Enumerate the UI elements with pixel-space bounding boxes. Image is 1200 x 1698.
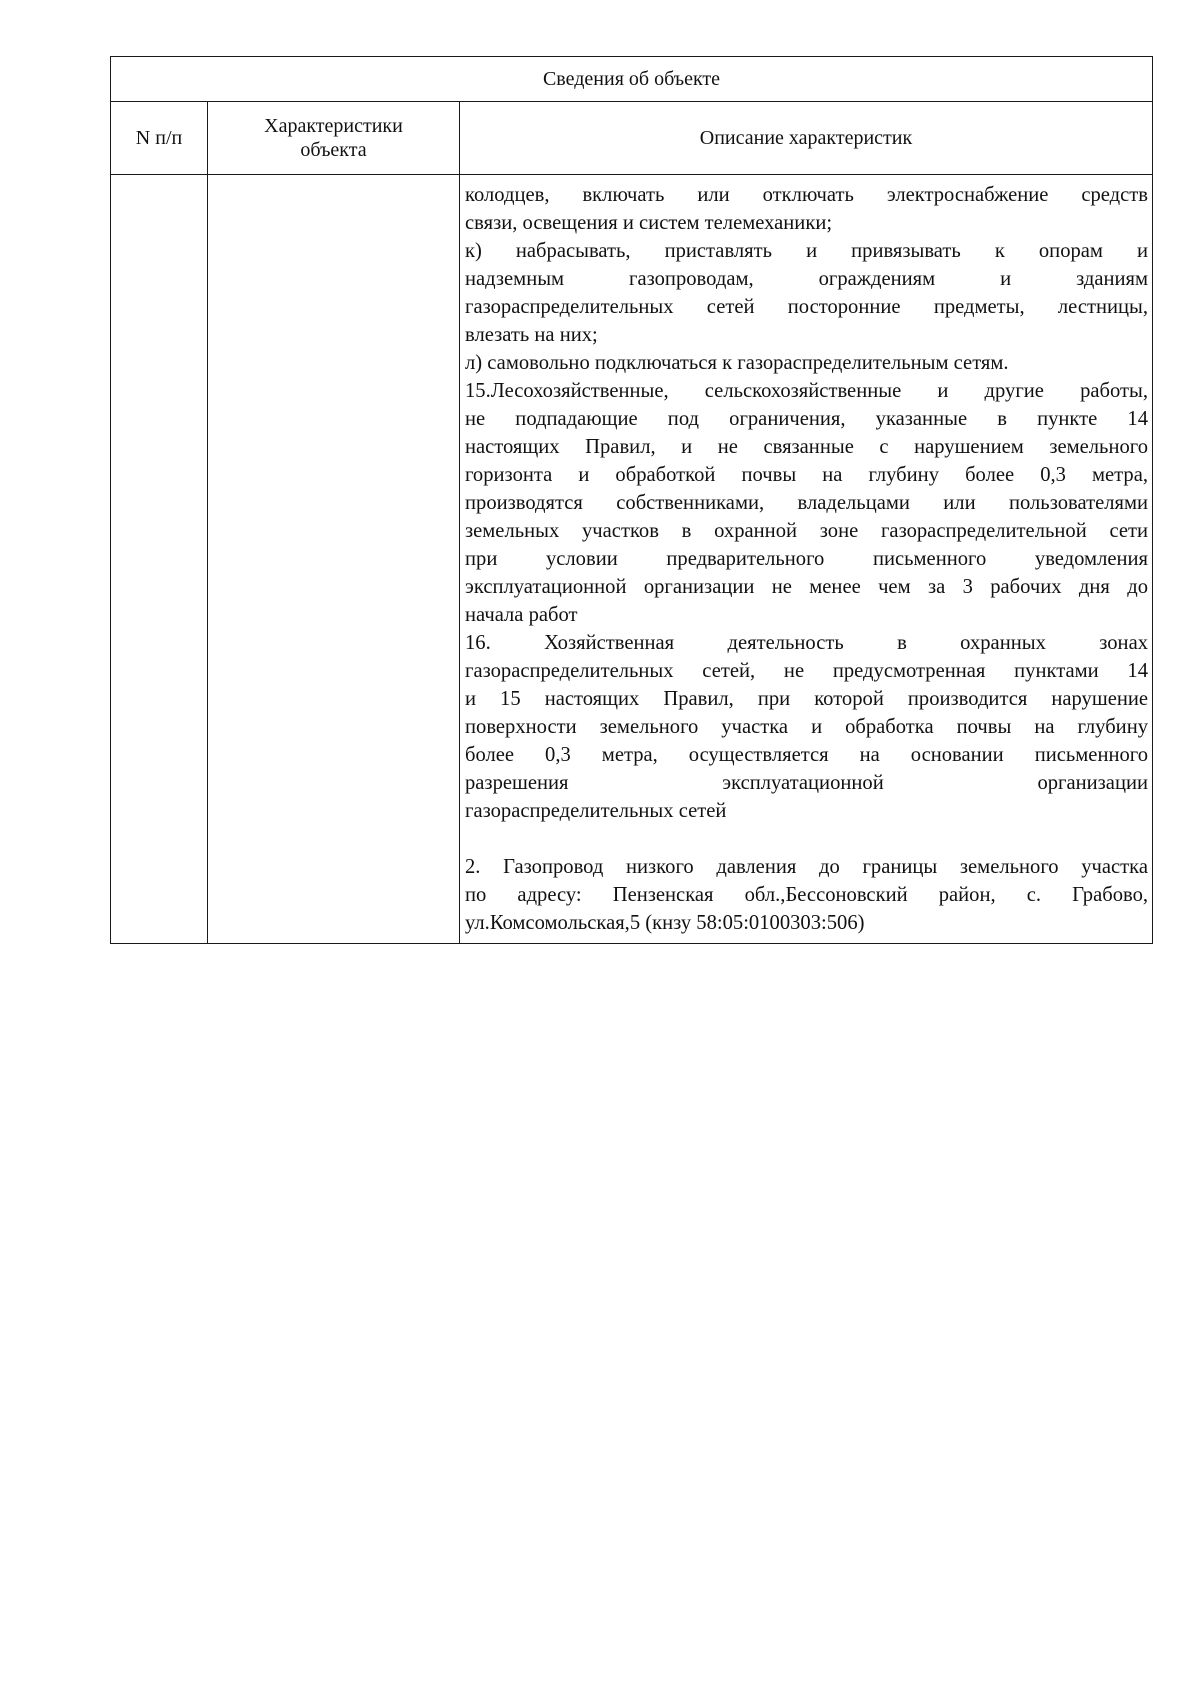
- description-line: газораспределительных сетей посторонние предметы, лестницы,: [465, 296, 1149, 318]
- description-line: не подпадающие под ограничения, указанные в пункте 14: [465, 408, 1149, 430]
- description-line: более 0,3 метра, осуществляется на основании письменного: [465, 744, 1149, 766]
- description-line: при условии предварительного письменного уведомления: [465, 548, 1149, 570]
- description-line: 15.Лесохозяйственные, сельскохозяйственные и другие работы,: [465, 380, 1149, 402]
- header-num: N п/п: [111, 102, 208, 175]
- description-line: разрешения эксплуатационной организации: [465, 772, 1149, 794]
- description-line: поверхности земельного участка и обработка почвы на глубину: [465, 716, 1149, 738]
- description-line: связи, освещения и систем телемеханики;: [465, 212, 833, 234]
- row-characteristics-cell: [208, 175, 460, 944]
- description-line: колодцев, включать или отключать электроснабжение средств: [465, 184, 1149, 206]
- table-title: Сведения об объекте: [111, 57, 1153, 102]
- description-line: газораспределительных сетей, не предусмотренная пунктами 14: [465, 660, 1149, 682]
- object-info-table: [110, 56, 1153, 944]
- description-line: 2. Газопровод низкого давления до границы земельного участка: [465, 856, 1149, 878]
- header-characteristics-text: Характеристики объекта: [264, 115, 403, 161]
- description-line: горизонта и обработкой почвы на глубину более 0,3 метра,: [465, 464, 1149, 486]
- description-line: 16. Хозяйственная деятельность в охранных зонах: [465, 632, 1149, 654]
- description-line: эксплуатационной организации не менее чем за 3 рабочих дня до: [465, 576, 1149, 598]
- description-line: и 15 настоящих Правил, при которой производится нарушение: [465, 688, 1149, 710]
- description-line: производятся собственниками, владельцами или пользователями: [465, 492, 1149, 514]
- description-line: газораспределительных сетей: [465, 800, 727, 822]
- description-line: настоящих Правил, и не связанные с нарушением земельного: [465, 436, 1149, 458]
- description-line: ул.Комсомольская,5 (кнзу 58:05:0100303:506): [465, 912, 865, 934]
- description-line: по адресу: Пензенская обл.,Бессоновский район, с. Грабово,: [465, 884, 1149, 906]
- table-row: [111, 175, 1153, 944]
- table-title-row: [111, 57, 1153, 102]
- description-line: земельных участков в охранной зоне газораспределительной сети: [465, 520, 1149, 542]
- header-characteristics: [208, 102, 460, 175]
- description-line: начала работ: [465, 604, 578, 626]
- description-line: к) набрасывать, приставлять и привязывать к опорам и: [465, 240, 1149, 262]
- description-line: л) самовольно подключаться к газораспределительным сетям.: [465, 352, 1009, 374]
- description-line: влезать на них;: [465, 324, 598, 346]
- header-description: Описание характеристик: [460, 102, 1153, 175]
- row-num-cell: [111, 175, 208, 944]
- description-line: надземным газопроводам, ограждениям и зданиям: [465, 268, 1149, 290]
- row-description-cell: [460, 175, 1153, 944]
- description-line: [465, 825, 1148, 853]
- table-header-row: [111, 102, 1153, 175]
